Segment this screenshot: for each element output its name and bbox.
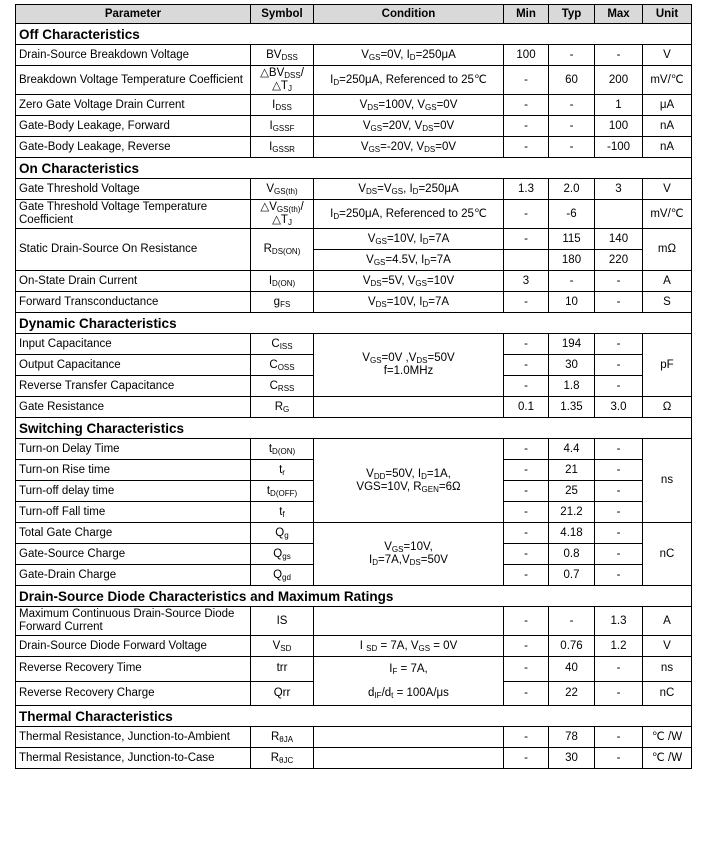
header-min: Min	[504, 5, 549, 24]
unit-cell: μA	[643, 95, 692, 116]
param-cell: Breakdown Voltage Temperature Coefficient	[16, 66, 251, 95]
table-row	[16, 607, 692, 636]
condition-cell: $V_{DS}=V_{GS}$, $I_D=250\mu A$	[314, 179, 504, 200]
param-cell: Turn-on Rise time	[16, 460, 251, 481]
typ-cell: 115	[549, 229, 595, 250]
min-cell: 3	[504, 271, 549, 292]
unit-cell: Ω	[643, 397, 692, 418]
symbol-cell: $t_{D(ON)}$	[251, 439, 314, 460]
max-cell: -	[595, 727, 643, 748]
symbol-cell: $R_G$	[251, 397, 314, 418]
param-cell: Reverse Transfer Capacitance	[16, 376, 251, 397]
max-cell: -	[595, 481, 643, 502]
unit-cell: ns	[643, 657, 692, 682]
min-cell: -	[504, 137, 549, 158]
max-cell: -	[595, 681, 643, 706]
symbol-cell: $Q_{gs}$	[251, 544, 314, 565]
param-cell: Gate-Source Charge	[16, 544, 251, 565]
min-cell	[504, 250, 549, 271]
min-cell: -	[504, 292, 549, 313]
max-cell: -	[595, 292, 643, 313]
section-row	[16, 158, 692, 179]
unit-cell: V	[643, 636, 692, 657]
max-cell: 200	[595, 66, 643, 95]
param-cell: Drain-Source Diode Forward Voltage	[16, 636, 251, 657]
condition-cell	[314, 607, 504, 636]
min-cell: -	[504, 200, 549, 229]
condition-cell: $V_{DS}=100V$, $V_{GS}=0V$	[314, 95, 504, 116]
typ-cell: -	[549, 137, 595, 158]
min-cell: -	[504, 229, 549, 250]
symbol-cell: $C_{RSS}$	[251, 376, 314, 397]
min-cell: -	[504, 439, 549, 460]
max-cell: -	[595, 334, 643, 355]
min-cell: -	[504, 607, 549, 636]
max-cell: -	[595, 376, 643, 397]
min-cell: 1.3	[504, 179, 549, 200]
typ-cell: 194	[549, 334, 595, 355]
typ-cell: 1.8	[549, 376, 595, 397]
symbol-cell: $I_{D(ON)}$	[251, 271, 314, 292]
condition-cell: $V_{GS}=0V$, $I_D=250\mu A$	[314, 45, 504, 66]
param-cell: Forward Transconductance	[16, 292, 251, 313]
symbol-cell: trr	[251, 657, 314, 682]
param-cell: Turn-off delay time	[16, 481, 251, 502]
min-cell: -	[504, 748, 549, 769]
table-row	[16, 397, 692, 418]
typ-cell: 22	[549, 681, 595, 706]
typ-cell: -	[549, 116, 595, 137]
typ-cell: 30	[549, 355, 595, 376]
typ-cell: 180	[549, 250, 595, 271]
max-cell: 1	[595, 95, 643, 116]
section-title: Drain-Source Diode Characteristics and Maximum Ratings	[16, 586, 692, 607]
param-cell: Gate-Body Leakage, Reverse	[16, 137, 251, 158]
unit-cell: S	[643, 292, 692, 313]
param-cell: Thermal Resistance, Junction-to-Ambient	[16, 727, 251, 748]
header-unit: Unit	[643, 5, 692, 24]
symbol-cell: $R_{\theta JA}$	[251, 727, 314, 748]
section-title: Off Characteristics	[16, 24, 692, 45]
param-cell: Total Gate Charge	[16, 523, 251, 544]
typ-cell: 0.8	[549, 544, 595, 565]
min-cell: -	[504, 355, 549, 376]
param-cell: Gate-Body Leakage, Forward	[16, 116, 251, 137]
max-cell: 140	[595, 229, 643, 250]
param-cell: Gate-Drain Charge	[16, 565, 251, 586]
section-title: Dynamic Characteristics	[16, 313, 692, 334]
unit-cell: nA	[643, 116, 692, 137]
min-cell: -	[504, 376, 549, 397]
typ-cell: 10	[549, 292, 595, 313]
param-cell: Turn-on Delay Time	[16, 439, 251, 460]
unit-cell: ns	[643, 439, 692, 523]
param-cell: Gate Threshold Voltage Temperature Coefficient	[16, 200, 251, 229]
unit-cell: A	[643, 271, 692, 292]
section-title: Switching Characteristics	[16, 418, 692, 439]
min-cell: -	[504, 523, 549, 544]
unit-cell: ℃ /W	[643, 748, 692, 769]
symbol-cell: $\triangle BV_{DSS}/$ $\triangle T_J$	[251, 66, 314, 95]
typ-cell: 25	[549, 481, 595, 502]
symbol-cell: $I_{GSSF}$	[251, 116, 314, 137]
header-parameter: Parameter	[16, 5, 251, 24]
section-row	[16, 313, 692, 334]
section-row	[16, 24, 692, 45]
min-cell: -	[504, 681, 549, 706]
max-cell: -	[595, 45, 643, 66]
max-cell: -	[595, 355, 643, 376]
max-cell: 1.3	[595, 607, 643, 636]
min-cell: -	[504, 334, 549, 355]
param-cell: Gate Resistance	[16, 397, 251, 418]
param-cell: Turn-off Fall time	[16, 502, 251, 523]
table-row	[16, 179, 692, 200]
unit-cell: V	[643, 45, 692, 66]
typ-cell: -6	[549, 200, 595, 229]
symbol-cell: $C_{ISS}$	[251, 334, 314, 355]
condition-cell: $V_{GS}=0V$ $,V_{DS}=50V$ f=1.0MHz	[314, 334, 504, 397]
max-cell: -	[595, 657, 643, 682]
table-row	[16, 727, 692, 748]
section-title: On Characteristics	[16, 158, 692, 179]
header-max: Max	[595, 5, 643, 24]
condition-cell: $V_{GS}=10V$, $I_D=7A,V_{DS}=50V$	[314, 523, 504, 586]
max-cell: 3	[595, 179, 643, 200]
min-cell: 100	[504, 45, 549, 66]
min-cell: -	[504, 481, 549, 502]
max-cell: -	[595, 271, 643, 292]
symbol-cell: $I_{DSS}$	[251, 95, 314, 116]
typ-cell: 30	[549, 748, 595, 769]
param-cell: Maximum Continuous Drain-Source Diode Forward Current	[16, 607, 251, 636]
typ-cell: 40	[549, 657, 595, 682]
table-row	[16, 657, 692, 682]
max-cell: 100	[595, 116, 643, 137]
table-row	[16, 292, 692, 313]
symbol-cell: $BV_{DSS}$	[251, 45, 314, 66]
max-cell: -	[595, 502, 643, 523]
min-cell: -	[504, 502, 549, 523]
condition-cell	[314, 397, 504, 418]
condition-cell: $V_{GS}=20V$, $V_{DS}=0V$	[314, 116, 504, 137]
table-row	[16, 439, 692, 460]
symbol-cell: $V_{GS(th)}$	[251, 179, 314, 200]
param-cell: Output Capacitance	[16, 355, 251, 376]
param-cell: Gate Threshold Voltage	[16, 179, 251, 200]
typ-cell: 78	[549, 727, 595, 748]
section-title: Thermal Characteristics	[16, 706, 692, 727]
symbol-cell: $\triangle V_{GS(th)}/$ $\triangle T_J$	[251, 200, 314, 229]
typ-cell: 0.76	[549, 636, 595, 657]
param-cell: Reverse Recovery Time	[16, 657, 251, 682]
header-row	[16, 5, 692, 24]
unit-cell: nC	[643, 681, 692, 706]
min-cell: -	[504, 116, 549, 137]
unit-cell: nC	[643, 523, 692, 586]
max-cell: 1.2	[595, 636, 643, 657]
symbol-cell: $t_f$	[251, 502, 314, 523]
table-row	[16, 116, 692, 137]
typ-cell: 2.0	[549, 179, 595, 200]
unit-cell: pF	[643, 334, 692, 397]
typ-cell: 1.35	[549, 397, 595, 418]
condition-cell: $I_F = 7A$, $d_{IF}/d_t = 100A/\mu s$	[314, 657, 504, 706]
typ-cell: 60	[549, 66, 595, 95]
min-cell: -	[504, 636, 549, 657]
param-cell: Drain-Source Breakdown Voltage	[16, 45, 251, 66]
condition-cell	[314, 727, 504, 748]
symbol-cell: IS	[251, 607, 314, 636]
table-row	[16, 95, 692, 116]
condition-cell	[314, 748, 504, 769]
typ-cell: 21.2	[549, 502, 595, 523]
min-cell: -	[504, 66, 549, 95]
symbol-cell: $I_{GSSR}$	[251, 137, 314, 158]
header-typ: Typ	[549, 5, 595, 24]
max-cell: -	[595, 565, 643, 586]
header-symbol: Symbol	[251, 5, 314, 24]
unit-cell: nA	[643, 137, 692, 158]
symbol-cell: $t_r$	[251, 460, 314, 481]
typ-cell: -	[549, 45, 595, 66]
param-cell: On-State Drain Current	[16, 271, 251, 292]
table-row	[16, 523, 692, 544]
typ-cell: 4.4	[549, 439, 595, 460]
min-cell: -	[504, 657, 549, 682]
table-row	[16, 66, 692, 95]
table-row	[16, 200, 692, 229]
condition-cell: $I_D=250\mu A$, Referenced to 25℃	[314, 66, 504, 95]
table-row	[16, 748, 692, 769]
table-row	[16, 271, 692, 292]
min-cell: 0.1	[504, 397, 549, 418]
condition-cell: $V_{GS}=-20V$, $V_{DS}=0V$	[314, 137, 504, 158]
typ-cell: 4.18	[549, 523, 595, 544]
symbol-cell: $Q_g$	[251, 523, 314, 544]
typ-cell: -	[549, 95, 595, 116]
table-row	[16, 229, 692, 250]
symbol-cell: $Q_{gd}$	[251, 565, 314, 586]
header-condition: Condition	[314, 5, 504, 24]
max-cell: -	[595, 544, 643, 565]
param-cell: Thermal Resistance, Junction-to-Case	[16, 748, 251, 769]
param-cell: Zero Gate Voltage Drain Current	[16, 95, 251, 116]
typ-cell: -	[549, 607, 595, 636]
min-cell: -	[504, 95, 549, 116]
unit-cell: mV/℃	[643, 200, 692, 229]
symbol-cell: $R_{DS(ON)}$	[251, 229, 314, 271]
table-row	[16, 137, 692, 158]
unit-cell: A	[643, 607, 692, 636]
symbol-cell: $V_{SD}$	[251, 636, 314, 657]
max-cell: 220	[595, 250, 643, 271]
symbol-cell: Qrr	[251, 681, 314, 706]
section-row	[16, 586, 692, 607]
condition-cell: $V_{GS}=4.5V$, $I_D=7A$	[314, 250, 504, 271]
unit-cell: mV/℃	[643, 66, 692, 95]
param-cell: Reverse Recovery Charge	[16, 681, 251, 706]
max-cell: -	[595, 748, 643, 769]
condition-cell: $I_D=250\mu A$, Referenced to 25℃	[314, 200, 504, 229]
min-cell: -	[504, 727, 549, 748]
symbol-cell: $g_{FS}$	[251, 292, 314, 313]
symbol-cell: $t_{D(OFF)}$	[251, 481, 314, 502]
condition-cell: I $_{SD}$ = 7A, $V_{GS} = 0V$	[314, 636, 504, 657]
max-cell: -100	[595, 137, 643, 158]
min-cell: -	[504, 565, 549, 586]
max-cell: -	[595, 460, 643, 481]
max-cell: -	[595, 439, 643, 460]
symbol-cell: $C_{OSS}$	[251, 355, 314, 376]
condition-cell: $V_{DS}=10V$, $I_D=7A$	[314, 292, 504, 313]
typ-cell: 21	[549, 460, 595, 481]
min-cell: -	[504, 460, 549, 481]
electrical-characteristics-table	[15, 4, 692, 769]
condition-cell: $V_{DD}=50V$, $I_D=1A$, VGS=10V, $R_{GEN}=6\Omega$	[314, 439, 504, 523]
min-cell: -	[504, 544, 549, 565]
max-cell	[595, 200, 643, 229]
max-cell: -	[595, 523, 643, 544]
unit-cell: ℃ /W	[643, 727, 692, 748]
section-row	[16, 706, 692, 727]
table-row	[16, 45, 692, 66]
unit-cell: V	[643, 179, 692, 200]
unit-cell: mΩ	[643, 229, 692, 271]
param-cell: Static Drain-Source On Resistance	[16, 229, 251, 271]
condition-cell: $V_{GS}=10V$, $I_D=7A$	[314, 229, 504, 250]
section-row	[16, 418, 692, 439]
condition-cell: $V_{DS}=5V$, $V_{GS}=10V$	[314, 271, 504, 292]
max-cell: 3.0	[595, 397, 643, 418]
table-row	[16, 334, 692, 355]
typ-cell: -	[549, 271, 595, 292]
typ-cell: 0.7	[549, 565, 595, 586]
symbol-cell: $R_{\theta JC}$	[251, 748, 314, 769]
table-row	[16, 636, 692, 657]
param-cell: Input Capacitance	[16, 334, 251, 355]
